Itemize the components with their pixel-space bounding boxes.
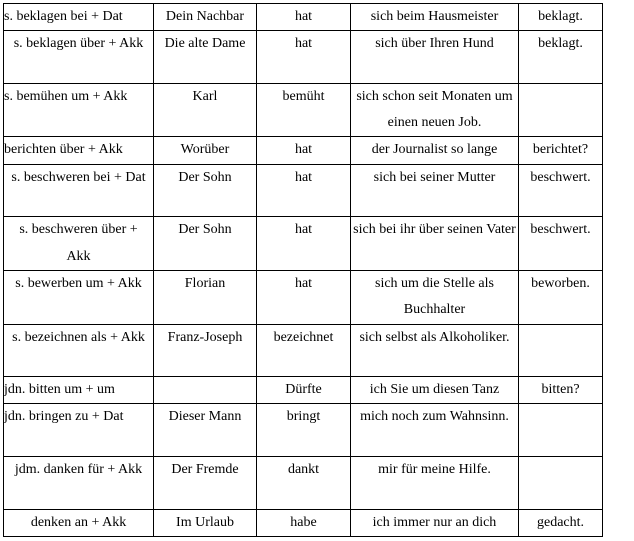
subject-cell: Dieser Mann (154, 404, 257, 457)
table-row (4, 4, 603, 31)
end-cell: beworben. (519, 270, 603, 324)
end-cell (519, 404, 603, 457)
aux-cell: dankt (257, 457, 351, 510)
aux-cell: bemüht (257, 83, 351, 137)
table-row (4, 457, 603, 510)
rest-cell: sich schon seit Monaten um einen neuen Job. (351, 83, 519, 137)
end-cell (519, 457, 603, 510)
aux-cell: hat (257, 270, 351, 324)
rest-cell: sich beim Hausmeister (351, 4, 519, 31)
rest-cell: sich selbst als Alkoholiker. (351, 324, 519, 377)
aux-cell: bezeichnet (257, 324, 351, 377)
end-cell: bitten? (519, 377, 603, 404)
rest-cell: sich bei seiner Mutter (351, 164, 519, 217)
aux-cell: hat (257, 4, 351, 31)
verb-cell: s. bewerben um + Akk (4, 270, 154, 324)
end-cell: berichtet? (519, 137, 603, 164)
table-row (4, 270, 603, 324)
rest-cell: sich über Ihren Hund (351, 31, 519, 84)
table-row (4, 31, 603, 84)
subject-cell: Dein Nachbar (154, 4, 257, 31)
subject-cell: Der Fremde (154, 457, 257, 510)
aux-cell: hat (257, 164, 351, 217)
rest-cell: ich immer nur an dich (351, 509, 519, 536)
end-cell: beklagt. (519, 4, 603, 31)
rest-cell: sich um die Stelle als Buchhalter (351, 270, 519, 324)
subject-cell: Der Sohn (154, 217, 257, 271)
rest-cell: mich noch zum Wahnsinn. (351, 404, 519, 457)
end-cell: beklagt. (519, 31, 603, 84)
end-cell: beschwert. (519, 217, 603, 271)
subject-cell: Der Sohn (154, 164, 257, 217)
end-cell: beschwert. (519, 164, 603, 217)
table-row (4, 377, 603, 404)
end-cell: gedacht. (519, 509, 603, 536)
subject-cell: Franz-Joseph (154, 324, 257, 377)
verb-cell: berichten über + Akk (4, 137, 154, 164)
verb-cell: s. beschweren bei + Dat (4, 164, 154, 217)
verb-cell: jdn. bitten um + um (4, 377, 154, 404)
table-row (4, 404, 603, 457)
end-cell (519, 324, 603, 377)
table-row (4, 217, 603, 271)
aux-cell: hat (257, 31, 351, 84)
table-row (4, 83, 603, 137)
subject-cell: Karl (154, 83, 257, 137)
rest-cell: sich bei ihr über seinen Vater (351, 217, 519, 271)
subject-cell: Florian (154, 270, 257, 324)
verb-cell: s. beklagen über + Akk (4, 31, 154, 84)
rest-cell: ich Sie um diesen Tanz (351, 377, 519, 404)
aux-cell: habe (257, 509, 351, 536)
verb-cell: jdm. danken für + Akk (4, 457, 154, 510)
verb-cell: denken an + Akk (4, 509, 154, 536)
verb-cell: s. beschweren über + Akk (4, 217, 154, 271)
aux-cell: hat (257, 217, 351, 271)
aux-cell: hat (257, 137, 351, 164)
verb-cell: s. bemühen um + Akk (4, 83, 154, 137)
table-row (4, 324, 603, 377)
verb-cell: s. beklagen bei + Dat (4, 4, 154, 31)
verb-cell: jdn. bringen zu + Dat (4, 404, 154, 457)
subject-cell: Die alte Dame (154, 31, 257, 84)
rest-cell: der Journalist so lange (351, 137, 519, 164)
verb-preposition-table (3, 3, 603, 537)
aux-cell: Dürfte (257, 377, 351, 404)
verb-cell: s. bezeichnen als + Akk (4, 324, 154, 377)
subject-cell (154, 377, 257, 404)
aux-cell: bringt (257, 404, 351, 457)
subject-cell: Im Urlaub (154, 509, 257, 536)
table-row (4, 137, 603, 164)
rest-cell: mir für meine Hilfe. (351, 457, 519, 510)
subject-cell: Worüber (154, 137, 257, 164)
table-row (4, 509, 603, 536)
end-cell (519, 83, 603, 137)
table-row (4, 164, 603, 217)
